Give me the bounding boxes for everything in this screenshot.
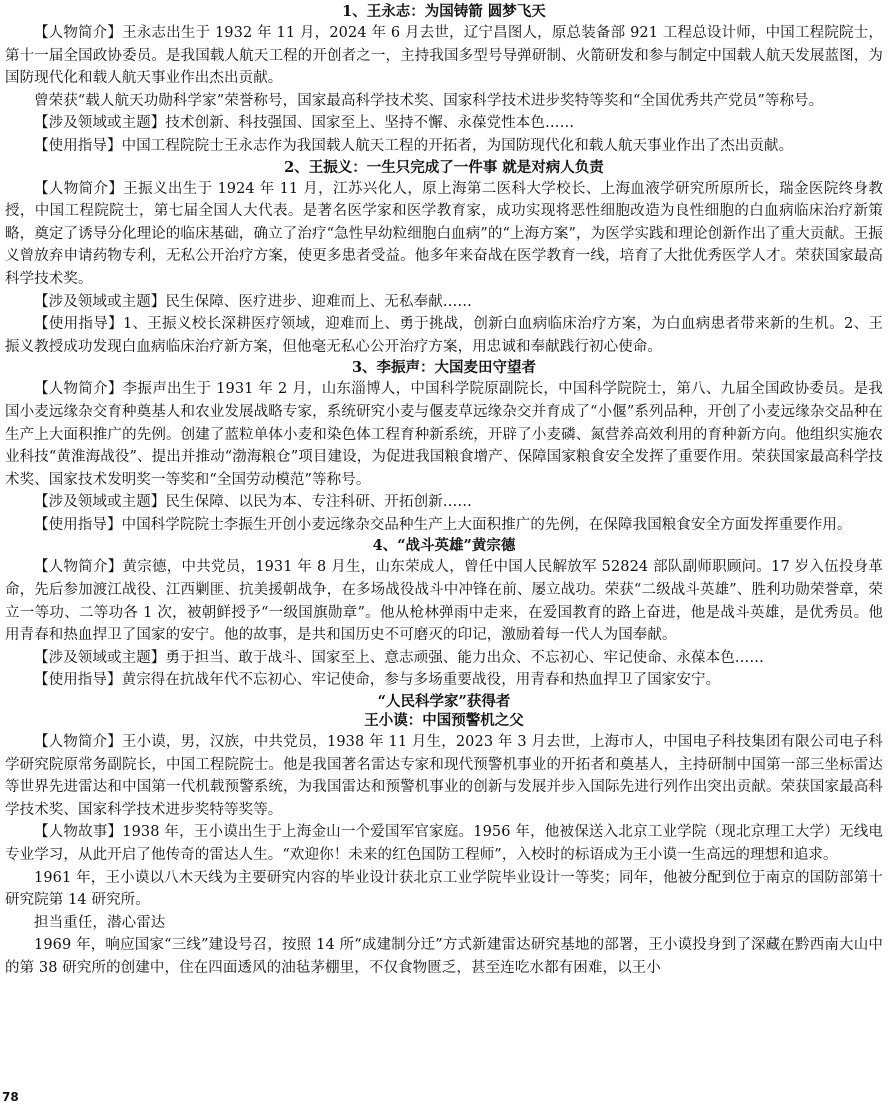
section-wang-xiaomo — [5, 711, 883, 980]
paragraph-themes: 【涉及领域或主题】民生保障、医疗进步、迎难而上、无私奉献…… — [34, 293, 472, 310]
section-heading: 王小谟：中国预警机之父 — [364, 712, 524, 730]
paragraph-usage-guide: 【使用指导】黄宗得在抗战年代不忘初心、牢记使命，参与多场重要战役，用青春和热血捍卫了国家安宁。 — [34, 672, 721, 689]
section-wang-yongzhi — [5, 2, 883, 158]
paragraph-story: 【人物故事】1938 年，王小谟出生于上海金山一个爱国军官家庭。1956 年，他被保送入北京工业学院（现北京理工大学）无线电专业学习，从此开启了他传奇的雷达人生。“欢迎你！未来的红色国防工程师”，入校时的标语成为王小谟一生高远的理想和追求。 — [5, 824, 883, 863]
section-wang-zhenyi — [5, 158, 883, 359]
paragraph-subheading: 担当重任，潜心雷达 — [34, 914, 166, 931]
paragraph-profile: 【人物简介】李振声出生于 1931 年 2 月，山东淄博人，中国科学院原副院长，中国科学院院士，第八、九届全国政协委员。是我国小麦远缘杂交育种奠基人和农业发展战略专家，系统研究小麦与偃麦草远缘杂交并育成了“小偃”系列品种，开创了小麦远缘杂交品种在生产上大面积推广的先例。创建了蓝粒单体小麦和染色体工程育种新系统，开辟了小麦磷、氮营养高效利用的育种新方向。他组织实施农业科技“黄淮海战役”、提出并推动“渤海粮仓”项目建设，为促进我国粮食增产、保障国家粮食安全发挥了重要作用。荣获国家最高科学技术奖、国家技术发明奖一等奖和“全国劳动模范”等称号。 — [5, 381, 883, 488]
paragraph-usage-guide: 【使用指导】中国工程院院士王永志作为我国载人航天工程的开拓者，为国防现代化和载人航天事业作出了杰出贡献。 — [34, 137, 794, 154]
section-huang-zongde — [5, 536, 883, 692]
section-heading: 2、王振义：一生只完成了一件事 就是对病人负责 — [284, 158, 604, 176]
section-heading: 3、李振声：大国麦田守望者 — [351, 359, 537, 377]
paragraph-usage-guide: 【使用指导】中国科学院院士李振生开创小麦远缘杂交品种生产上大面积推广的先例，在保障我国粮食安全方面发挥重要作用。 — [34, 516, 852, 533]
paragraph-story: 1969 年，响应国家“三线”建设号召，按照 14 所“成建制分迁”方式新建雷达研究基地的部署，王小谟投身到了深藏在黔西南大山中的第 38 研究所的创建中，住在四面透风的油毡茅棚里，不仅食物匮乏，甚至连吃水都有困难，以王小 — [5, 937, 883, 976]
paragraph-themes: 【涉及领域或主题】民生保障、以民为本、专注科研、开拓创新…… — [34, 494, 472, 511]
paragraph-profile: 【人物简介】黄宗德，中共党员，1931 年 8 月生，山东荣成人，曾任中国人民解放军 52824 部队副师职顾问。17 岁入伍投身革命，先后参加渡江战役、江西剿匪、抗美援朝战争，在多场战役战斗中冲锋在前、屡立战功。荣获“二级战斗英雄”、胜利功勋荣誉章，荣立一等功、二等功各 1 次，被朝鲜授予“一级国旗勋章”。他从枪林弹雨中走来，在爱国教育的路上奋进，他是战斗英雄，是优秀员。他用青春和热血捍卫了国家的安宁。他的故事，是共和国历史不可磨灭的印记，激励着每一代人为国奉献。 — [5, 559, 883, 644]
paragraph-themes: 【涉及领域或主题】技术创新、科技强国、国家至上、坚持不懈、永葆党性本色…… — [34, 115, 575, 132]
paragraph-themes: 【涉及领域或主题】勇于担当、敢于战斗、国家至上、意志顽强、能力出众、不忘初心、牢记使命、永葆本色…… — [34, 649, 764, 666]
section-peoples-scientist — [5, 692, 883, 712]
paragraph-story: 1961 年，王小谟以八木天线为主要研究内容的毕业设计获北京工业学院毕业设计一等奖；同年，他被分配到位于南京的国防部第十研究院第 14 研究所。 — [5, 869, 883, 909]
award-heading: “人民科学家”获得者 — [377, 693, 511, 711]
section-heading: 1、王永志：为国铸箭 圆梦飞天 — [342, 3, 546, 20]
page-number: 78 — [2, 1090, 19, 1104]
paragraph-profile: 【人物简介】王振义出生于 1924 年 11 月，江苏兴化人，原上海第二医科大学校长、上海血液学研究所原所长，瑞金医院终身教授，中国工程院院士，第七届全国人大代表。是著名医学家和医学教育家，成功实现将恶性细胞改造为良性细胞的白血病临床治疗新策略，奠定了诱导分化理论的临床基础，确立了治疗“急性早幼粒细胞白血病”的“上海方案”，为医学实践和理论创新作出了重大贡献。王振义曾放弃申请药物专利，无私公开治疗方案，使更多患者受益。他多年来奋战在医学教育一线，培育了大批优秀医学人才。荣获国家最高科学技术奖。 — [5, 180, 883, 287]
document-page — [5, 2, 883, 980]
section-li-zhensheng — [5, 358, 883, 536]
paragraph-profile: 【人物简介】王小谟，男，汉族，中共党员，1938 年 11 月生，2023 年 3 月去世，上海市人，中国电子科技集团有限公司电子科学研究院原常务副院长，中国工程院院士。他是我国著名雷达专家和现代预警机事业的开拓者和奠基人，主持研制中国第一部三坐标雷达等世界先进雷达和中国第一代机载预警系统，为我国雷达和预警机事业的创新与发展并步入国际先进行列作出突出贡献。荣获国家最高科学技术奖、国家科学技术进步奖特等奖等。 — [5, 734, 883, 818]
paragraph-usage-guide: 【使用指导】1、王振义校长深耕医疗领域，迎难而上、勇于挑战，创新白血病临床治疗方案，为白血病患者带来新的生机。2、王振义教授成功发现白血病临床治疗新方案，但他毫无私心公开治疗方案，用忠诚和奉献践行初心使命。 — [5, 316, 883, 355]
paragraph-honors: 曾荣获“载人航天功勋科学家”荣誉称号，国家最高科学技术奖、国家科学技术进步奖特等奖和“全国优秀共产党员”等称号。 — [34, 92, 824, 109]
paragraph-profile: 【人物简介】王永志出生于 1932 年 11 月，2024 年 6 月去世，辽宁昌图人，原总装备部 921 工程总设计师，中国工程院院士，第十一届全国政协委员。是我国载人航天工程的开创者之一，主持我国多型号导弹研制、火箭研发和参与制定中国载人航天发展蓝图，为国防现代化和载人航天事业作出杰出贡献。 — [5, 25, 883, 87]
section-heading: 4、“战斗英雄”黄宗德 — [372, 537, 516, 555]
